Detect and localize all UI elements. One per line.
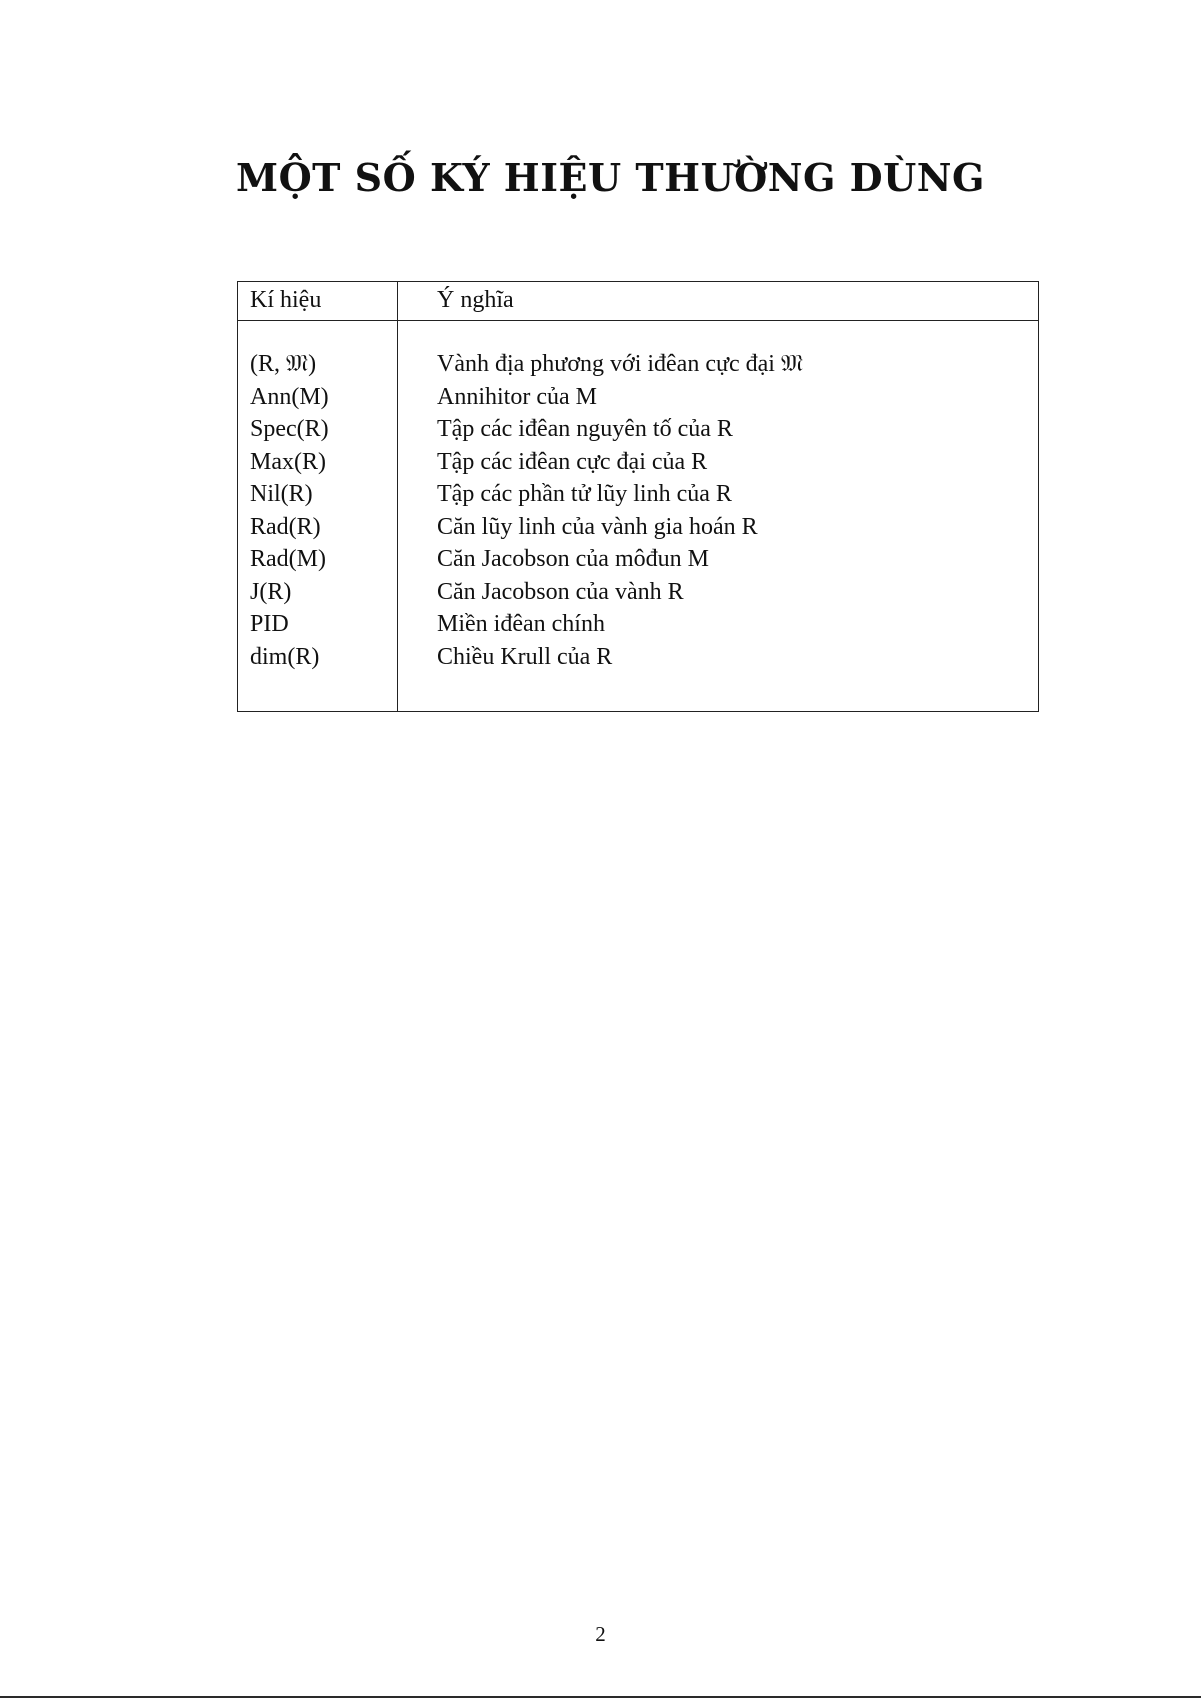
table-row	[238, 446, 1038, 479]
symbol-cell: (R, 𝔐)	[250, 351, 317, 377]
symbol-cell: dim(R)	[250, 643, 320, 670]
symbol-cell: PID	[250, 611, 289, 637]
table-row	[238, 381, 1038, 414]
meaning-cell: Miền iđêan chính	[437, 611, 605, 637]
header-symbol: Kí hiệu	[250, 287, 322, 313]
page-title: MỘT SỐ KÝ HIỆU THƯỜNG DÙNG	[236, 155, 985, 200]
symbol-cell: Ann(M)	[250, 383, 329, 410]
table-row	[238, 576, 1038, 609]
header-rule	[238, 320, 1038, 321]
page-number: 2	[595, 1622, 606, 1646]
meaning-cell: Căn lũy linh của vành gia hoán R	[437, 513, 758, 540]
meaning-cell: Tập các phần tử lũy linh của R	[437, 481, 732, 507]
meaning-cell: Annihitor của M	[437, 383, 597, 410]
meaning-cell: Chiều Krull của R	[437, 643, 613, 670]
table-row	[238, 413, 1038, 446]
table-row	[238, 543, 1038, 576]
meaning-cell: Căn Jacobson của môđun M	[437, 546, 709, 572]
notation-table	[237, 281, 1039, 712]
symbol-cell: Spec(R)	[250, 416, 329, 442]
symbol-cell: Rad(M)	[250, 546, 326, 572]
table-row	[238, 608, 1038, 641]
table-row	[238, 348, 1038, 381]
symbol-cell: J(R)	[250, 578, 292, 605]
meaning-cell: Tập các iđêan nguyên tố của R	[437, 416, 733, 442]
table-body	[238, 348, 1038, 673]
meaning-cell: Vành địa phương với iđêan cực đại 𝔐	[437, 351, 804, 377]
header-meaning: Ý nghĩa	[437, 287, 514, 313]
symbol-cell: Rad(R)	[250, 513, 321, 540]
symbol-cell: Nil(R)	[250, 481, 313, 507]
meaning-cell: Tập các iđêan cực đại của R	[437, 448, 708, 475]
meaning-cell: Căn Jacobson của vành R	[437, 578, 684, 605]
symbol-cell: Max(R)	[250, 448, 326, 475]
table-row	[238, 641, 1038, 674]
table-row	[238, 511, 1038, 544]
table-row	[238, 478, 1038, 511]
